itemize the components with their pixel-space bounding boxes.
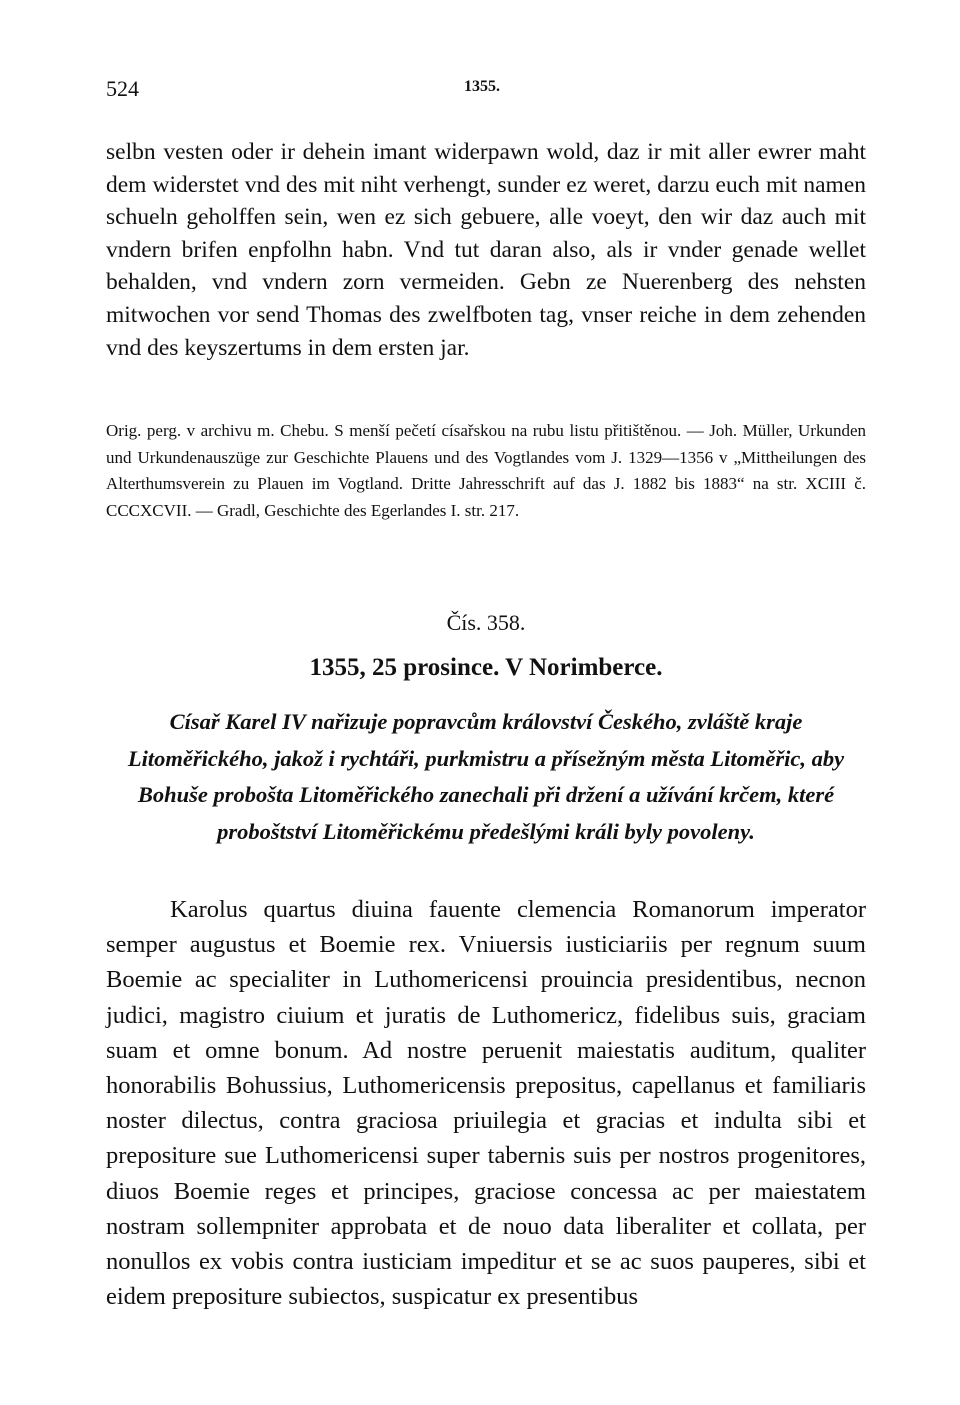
regest-summary: Císař Karel IV nařizuje popravcům království Českého, zvláště kraje Litoměřického, jakož i rychtáři, purkmistru a přísežným města Litoměřic, aby Bohuše probošta Litoměřického zanechali při držení a užívání krčem, které proboštství Litoměřickému předešlými králi byly povoleny.: [127, 709, 845, 844]
source-note: Orig. perg. v archivu m. Chebu. S menší pečetí císařskou na rubu listu přitištěnou. — Joh. Müller, Urkunden und Urkundenauszüge zur Geschichte Plauens und des Vogtlandes vom J. 1329—1356 v „Mittheilungen des Alterthumsverein zu Plauen im Vogtland. Dritte Jahresschrift auf das J. 1882 bis 1883“ na str. XCIII č. CCCXCVII. — Gradl, Geschichte des Egerlandes I. str. 217.: [106, 421, 866, 520]
date-heading: 1355, 25 prosince. V Norimberce.: [309, 654, 663, 681]
continuation-paragraph: selbn vesten oder ir dehein imant widerpawn wold, daz ir mit aller ewrer maht dem widerstet vnd des mit niht verhengt, sunder ez weret, darzu euch mit namen schueln geholffen sein, wen ez sich gebuere, alle voeyt, den wir daz auch mit vndern brifen enpfolhn habn. Vnd tut daran also, als ir vnder genade wellet behalden, vnd vndern zorn vermeiden. Gebn ze Nuerenberg des nehsten mitwochen vor send Thomas des zwelfboten tag, vnser reiche in dem zehenden vnd des keyszertums in dem ersten jar.: [106, 139, 866, 361]
document-number: Čís. 358.: [446, 610, 526, 635]
running-year: 1355.: [464, 78, 500, 95]
page-number: 524: [106, 76, 139, 101]
document-body-text: Karolus quartus diuina fauente clemencia Romanorum imperator semper augustus et Boemie rex. Vniuersis iusticiariis per regnum suum Boemie ac specialiter in Luthomericensi prouincia presidentibus, necnon judici, magistro ciuium et juratis de Luthomericz, fidelibus suis, graciam suam et omne bonum. Ad nostre peruenit maiestatis auditum, qualiter honorabilis Bohussius, Luthomericensis prepositus, capellanus et familiaris noster dilectus, contra graciosa priuilegia et gracias et indulta sibi et prepositure sue Luthomericensi super tabernis suis per nostros progenitores, diuos Boemie reges et principes, graciose concessa ac per maiestatem nostram sollempniter approbata et de nouo data liberaliter et collata, per nonullos ex vobis contra iusticiam impeditur et se ac suos pauperes, sibi et eidem prepositure subiectos, suspicatur ex presentibus: [106, 896, 866, 1311]
page-header: [106, 76, 866, 106]
